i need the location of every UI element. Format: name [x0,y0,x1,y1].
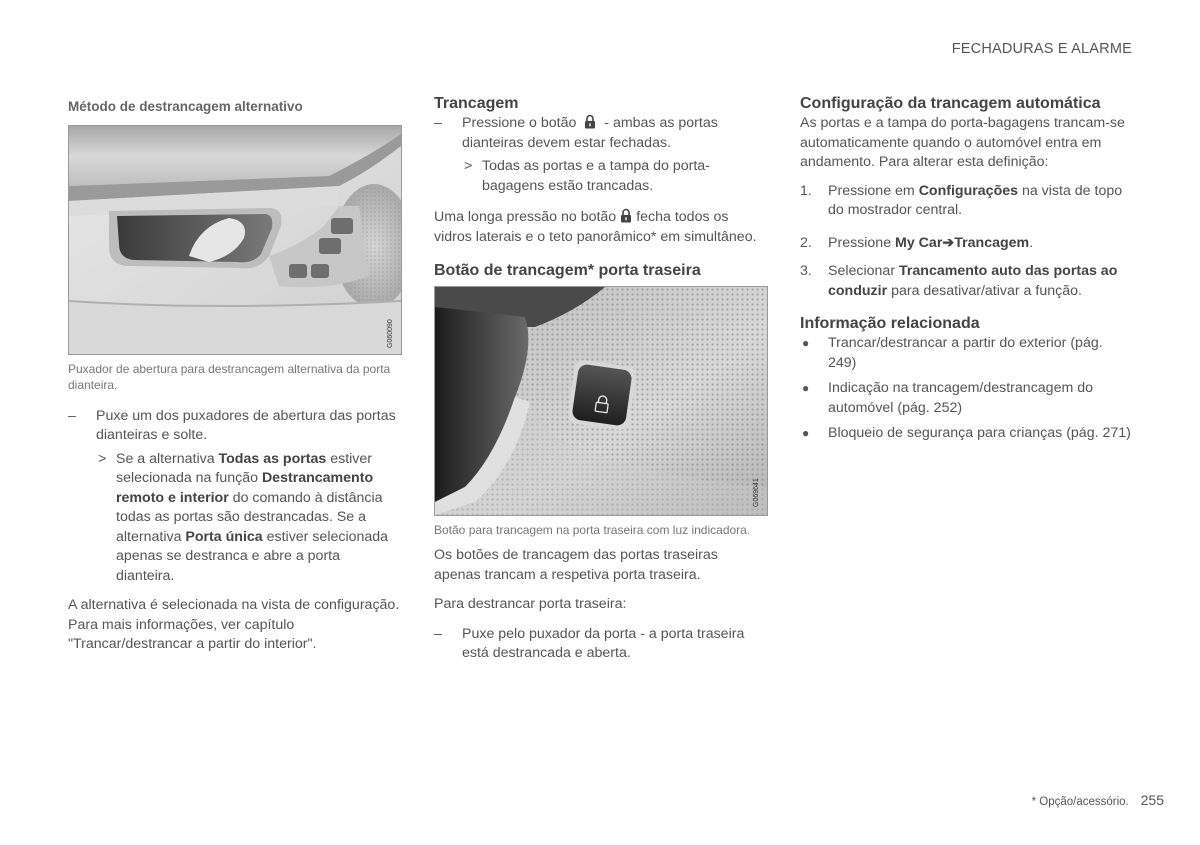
step-text-pre: Pressione em [828,182,919,199]
arrow-right-icon: ➔ [942,234,955,251]
step-text-pre: Pressione [828,234,896,251]
step-item [800,262,1134,301]
step-text-post: na vista de topo do mostrador central. [828,182,1123,218]
step-text-post: . [1029,234,1034,251]
section-heading-rear-door-button: Botão de trancagem* porta traseira [434,262,701,279]
result-item [434,157,768,196]
step-number: 3. [800,263,812,279]
lock-icon [620,208,632,223]
bullet-marker: ● [802,336,810,350]
step-number: 2. [800,234,812,251]
result-marker: > [98,450,107,467]
section-heading-auto-lock: Configuração da trancagem automática [800,95,1101,112]
step-item [800,182,1134,221]
option-single-door: Porta única [185,528,263,545]
result-marker: > [464,158,473,174]
related-link-item[interactable] [800,334,1134,373]
option-auto-lock-driving: Trancamento auto das portas ao conduzir [828,263,1118,299]
instruction-text: Puxe um dos puxadores de abertura das portas dianteiras e solte. [96,407,396,443]
section-heading-related-info: Informação relacionada [800,315,980,332]
step-text-post: para desativar/ativar a função. [887,282,1082,299]
section-heading-locking: Trancagem [434,95,519,112]
dash-marker: – [68,407,76,424]
column-3 [800,94,1134,444]
column-2 [434,94,768,664]
door-handle-illustration [69,126,401,354]
result-text-4: estiver selecionada apenas se destranca e abre a porta dianteira. [116,528,389,584]
result-text-1: Se a alternativa [116,450,219,467]
long-press-text-pre: Uma longa pressão no botão [434,209,617,225]
instruction-text-pre: Pressione o botão [462,115,577,131]
section-heading-alternative-unlock: Método de destrancagem alternativo [68,99,303,114]
figure-code: G060090 [387,318,394,348]
bullet-marker: ● [802,381,810,395]
related-link-item[interactable] [800,379,1134,418]
column-1 [68,94,402,655]
result-text-2: estiver selecionada na função [116,450,373,486]
lock-icon [584,114,596,129]
menu-locking: Trancagem [954,234,1030,251]
instruction-item [434,625,768,664]
dash-marker: – [434,625,442,642]
footnote-option: * Opção/acessório. [1031,796,1129,808]
paragraph-rear-buttons: Os botões de trancagem das portas traseiras apenas trancam a respetiva porta traseira. [434,547,718,583]
result-text-3: do comando à distância todas as portas são destrancadas. Se a alternativa [116,489,383,545]
page-number: 255 [1140,792,1164,808]
instruction-item [434,114,768,153]
option-all-doors: Todas as portas [218,450,327,467]
menu-settings: Configurações [918,182,1019,199]
figure-caption: Botão para trancagem na porta traseira com luz indicadora. [434,523,751,537]
function-remote-unlock: Destrancamento remoto e interior [116,470,374,506]
figure-caption: Puxador de abertura para destrancagem alternativa da porta dianteira. [68,361,391,392]
page-footer [1032,792,1164,808]
step-text-pre: Selecionar [828,263,899,279]
paragraph-auto-lock: As portas e a tampa do porta-bagagens trancam-se automaticamente quando o automóvel entra em andamento. Para alterar esta definição: [800,115,1125,170]
figure-door-handle [68,125,402,355]
figure-rear-lock-button [434,286,768,516]
related-link-text[interactable]: Trancar/destrancar a partir do exterior (pág. 249) [828,335,1103,371]
rear-lock-button-illustration [435,287,767,515]
step-number: 1. [800,182,812,199]
related-link-text[interactable]: Indicação na trancagem/destrancagem do automóvel (pág. 252) [828,380,1093,416]
related-link-text[interactable]: Bloqueio de segurança para crianças (pág. 271) [828,425,1131,441]
paragraph-long-press [434,208,768,247]
paragraph-settings-note: A alternativa é selecionada na vista de configuração. Para mais informações, ver capítulo "Trancar/destrancar a partir do interior". [68,597,400,652]
result-item [68,450,402,587]
running-header: FECHADURAS E ALARME [951,41,1132,57]
instruction-item [68,407,402,446]
instruction-text: Puxe pelo puxador da porta - a porta traseira está destrancada e aberta. [462,625,745,661]
instruction-text-post: - ambas as portas dianteiras devem estar fechadas. [462,115,718,151]
figure-code: G069641 [753,478,760,507]
related-link-item[interactable] [800,424,1134,444]
dash-marker: – [434,115,442,131]
long-press-text-post: fecha todos os vidros laterais e o teto panorâmico* em simultâneo. [434,209,757,245]
bullet-marker: ● [802,426,810,440]
result-text: Todas as portas e a tampa do porta-bagagens estão trancadas. [482,158,710,194]
paragraph-unlock-rear: Para destrancar porta traseira: [434,596,627,612]
menu-my-car: My Car [895,234,943,251]
step-item [800,234,1134,254]
